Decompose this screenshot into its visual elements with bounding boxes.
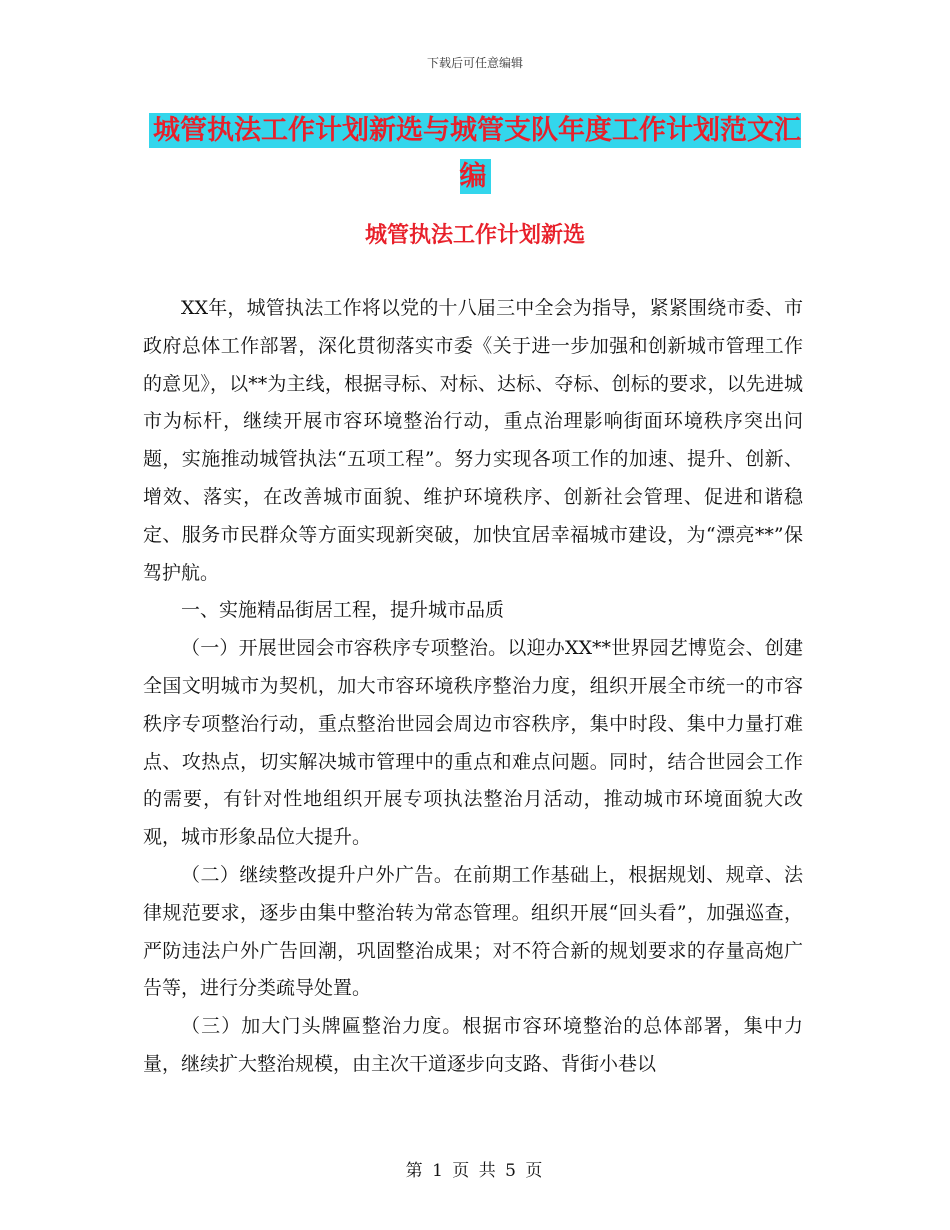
paragraph: （二）继续整改提升户外广告。在前期工作基础上，根据规划、规章、法律规范要求，逐步由集中整治转为常态管理。组织开展“回头看”，加强巡查，严防违法户外广告回潮，巩固整治成果；对不符合新的规划要求的存量高炮广告等，进行分类疏导处置。 [143, 863, 803, 1000]
paragraph: 一、实施精品街居工程，提升城市品质 [181, 599, 505, 622]
paragraph: XX年，城管执法工作将以党的十八届三中全会为指导，紧紧围绕市委、市政府总体工作部署，深化贯彻落实市委《关于进一步加强和创新城市管理工作的意见》，以**为主线，根据寻标、对标、达标、夺标、创标的要求，以先进城市为标杆，继续开展市容环境整治行动，重点治理影响街面环境秩序突出问题，实施推动城管执法“五项工程”。努力实现各项工作的加速、提升、创新、增效、落实，在改善城市面貌、维护环境秩序、创新社会管理、促进和谐稳定、服务市民群众等方面实现新突破，加快宜居幸福城市建设，为“漂亮**”保驾护航。 [143, 297, 803, 584]
body-text [143, 290, 803, 1084]
document-title-text: 城管执法工作计划新选与城管支队年度工作计划范文汇编 [149, 113, 801, 194]
header-note: 下载后可任意编辑 [426, 56, 523, 70]
paragraph: （一）开展世园会市容秩序专项整治。以迎办XX**世界园艺博览会、创建全国文明城市为契机，加大市容环境秩序整治力度，组织开展全市统一的市容秩序专项整治行动，重点整治世园会周边市容秩序，集中时段、集中力量打难点、攻热点，切实解决城市管理中的重点和难点问题。同时，结合世园会工作的需要，有针对性地组织开展专项执法整治月活动，推动城市环境面貌大改观，城市形象品位大提升。 [143, 637, 803, 849]
document-title [140, 108, 810, 200]
page-footer: 第 1 页 共 5 页 [405, 1161, 545, 1181]
paragraph: （三）加大门头牌匾整治力度。根据市容环境整治的总体部署，集中力量，继续扩大整治规模，由主次干道逐步向支路、背街小巷以 [143, 1015, 803, 1075]
section-title: 城管执法工作计划新选 [364, 222, 585, 248]
